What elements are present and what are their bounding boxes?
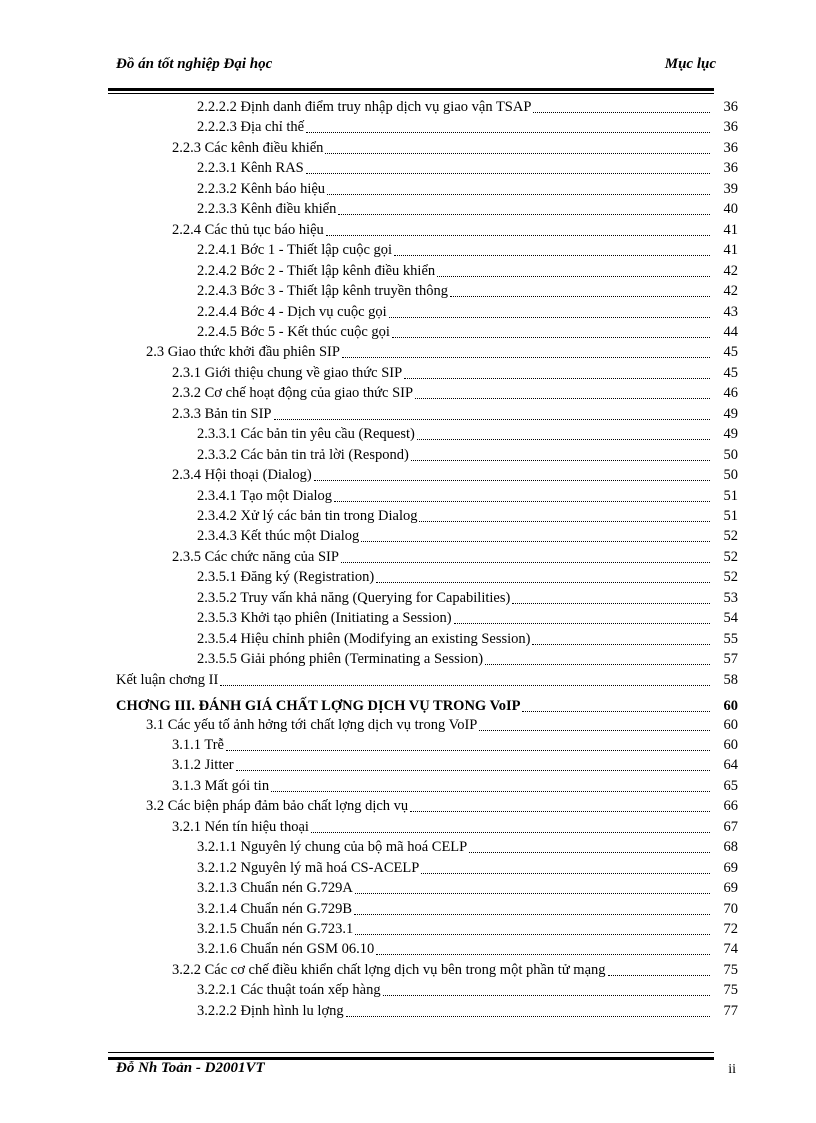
toc-row[interactable] [146, 795, 738, 815]
toc-row[interactable] [172, 219, 738, 239]
toc-row[interactable] [197, 979, 738, 999]
toc-entry-page: 45 [723, 344, 738, 361]
toc-entry-page: 75 [723, 982, 738, 999]
toc-row[interactable] [172, 382, 738, 402]
toc-entry-title: 3.1.1 Trễ [172, 736, 224, 753]
toc-row[interactable] [197, 239, 738, 259]
toc-entry-title: 2.2.4.5 Bớc 5 - Kết thúc cuộc gọi [197, 323, 390, 340]
toc-leader-dots [314, 468, 710, 481]
header-section: Mục lục [664, 56, 716, 72]
toc-entry-page: 54 [723, 610, 738, 627]
toc-entry-title: 3.2.1.5 Chuẩn nén G.723.1 [197, 921, 354, 937]
toc-row[interactable] [116, 669, 738, 689]
toc-row[interactable] [146, 341, 738, 361]
toc-leader-dots [522, 699, 710, 712]
toc-entry-page: 72 [723, 921, 738, 937]
toc-leader-dots [346, 1004, 710, 1017]
toc-leader-dots [512, 591, 710, 604]
toc-leader-dots [485, 652, 710, 665]
toc-entry-page: 39 [723, 180, 738, 197]
toc-leader-dots [236, 758, 710, 771]
toc-leader-dots [338, 202, 710, 215]
toc-leader-dots [355, 881, 710, 894]
toc-row[interactable] [172, 137, 738, 157]
toc-entry-page: 64 [723, 757, 738, 774]
toc-entry-page: 36 [723, 160, 738, 177]
toc-entry-page: 41 [723, 242, 738, 259]
toc-entry-page: 74 [723, 941, 738, 958]
toc-entry-title: 2.2.2.2 Định danh điểm truy nhập dịch vụ giao vận TSAP [197, 99, 532, 115]
toc-entry-page: 41 [723, 221, 738, 238]
toc-row[interactable] [197, 321, 738, 341]
toc-row[interactable] [197, 485, 738, 505]
toc-row[interactable] [172, 362, 738, 382]
toc-row[interactable] [197, 628, 738, 648]
toc-entry-page: 75 [723, 961, 738, 978]
toc-leader-dots [469, 840, 710, 853]
toc-row[interactable] [197, 116, 738, 136]
header-rule-thin [108, 93, 714, 94]
toc-entry-page: 57 [723, 651, 738, 668]
toc-entry-title: 2.2.3.1 Kênh RAS [197, 160, 304, 177]
toc-entry-title: 2.3.4.2 Xử lý các bản tin trong Dialog [197, 508, 418, 524]
toc-entry-page: 49 [723, 426, 738, 443]
toc-leader-dots [326, 223, 710, 236]
toc-row[interactable] [197, 648, 738, 668]
toc-leader-dots [533, 100, 710, 113]
toc-leader-dots [608, 963, 710, 976]
toc-row[interactable] [197, 938, 738, 958]
toc-row[interactable] [197, 587, 738, 607]
toc-entry-page: 69 [723, 880, 738, 897]
toc-entry-page: 42 [723, 262, 738, 279]
toc-entry-page: 45 [723, 364, 738, 381]
toc-entry-title: 2.3.4 Hội thoại (Dialog) [172, 467, 312, 484]
toc-leader-dots [394, 243, 710, 256]
toc-entry-title: 2.2.4.3 Bớc 3 - Thiết lập kênh truyền thông [197, 283, 449, 300]
toc-leader-dots [274, 407, 711, 420]
toc-entry-title: 3.2.1.3 Chuẩn nén G.729A [197, 880, 353, 897]
toc-leader-dots [389, 305, 710, 318]
toc-row[interactable] [172, 816, 738, 836]
toc-row[interactable] [197, 280, 738, 300]
toc-entry-title: 3.2.2 Các cơ chế điều khiển chất lợng dịch vụ bên trong một phần tử mạng [172, 961, 606, 978]
toc-entry-page: 52 [723, 569, 738, 586]
toc-entry-title: 3.2.2.2 Định hình lu lợng [197, 1002, 344, 1019]
toc-entry-title: 2.3.2 Cơ chế hoạt động của giao thức SIP [172, 385, 414, 402]
toc-leader-dots [341, 550, 710, 563]
toc-row[interactable] [172, 464, 738, 484]
toc-leader-dots [392, 325, 710, 338]
toc-entry-page: 40 [723, 201, 738, 218]
toc-leader-dots [450, 284, 710, 297]
toc-leader-dots [342, 345, 710, 358]
toc-leader-dots [417, 427, 710, 440]
toc-entry-title: 2.3.1 Giới thiệu chung về giao thức SIP [172, 364, 403, 381]
toc-leader-dots [415, 386, 710, 399]
toc-row[interactable] [172, 403, 738, 423]
toc-row[interactable] [197, 178, 738, 198]
toc-entry-page: 67 [723, 818, 738, 835]
toc-leader-dots [404, 366, 710, 379]
toc-row[interactable] [197, 198, 738, 218]
toc-row[interactable] [197, 525, 738, 545]
toc-leader-dots [334, 489, 710, 502]
toc-row[interactable] [197, 1000, 738, 1020]
toc-row[interactable] [197, 96, 738, 116]
toc-leader-dots [376, 570, 710, 583]
toc-entry-title: 2.3.5 Các chức năng của SIP [172, 548, 339, 565]
toc-entry-title: 3.2.1.2 Nguyên lý mã hoá CS-ACELP [197, 859, 420, 876]
toc-leader-dots [479, 718, 710, 731]
toc-entry-title: 2.3.3.1 Các bản tin yêu cầu (Request) [197, 426, 415, 443]
toc-leader-dots [306, 120, 710, 133]
toc-entry-title: CHƠNG III. ĐÁNH GIÁ CHẤT LỢNG DỊCH VỤ TRONG VoIP [116, 698, 521, 715]
toc-entry-page: 70 [723, 900, 738, 917]
toc-leader-dots [311, 820, 710, 833]
toc-entry-title: 3.2.1.6 Chuẩn nén GSM 06.10 [197, 941, 375, 958]
toc-leader-dots [376, 942, 710, 955]
toc-row[interactable] [172, 734, 738, 754]
toc-chapter-row[interactable] [116, 695, 738, 715]
toc-row[interactable] [197, 857, 738, 877]
toc-leader-dots [411, 448, 710, 461]
toc-leader-dots [355, 922, 710, 935]
toc-entry-title: 3.2.1.4 Chuẩn nén G.729B [197, 900, 353, 917]
toc-entry-page: 60 [723, 736, 738, 753]
toc-leader-dots [532, 632, 710, 645]
toc-entry-title: 2.2.4.2 Bớc 2 - Thiết lập kênh điều khiển [197, 262, 436, 279]
toc-entry-title: 3.1 Các yếu tố ảnh hởng tới chất lợng dịch vụ trong VoIP [146, 716, 478, 733]
toc-entry-title: 2.2.3 Các kênh điều khiển [172, 139, 324, 156]
toc-entry-page: 52 [723, 528, 738, 545]
toc-entry-page: 66 [723, 798, 738, 815]
toc-leader-dots [410, 799, 710, 812]
toc-row[interactable] [197, 566, 738, 586]
toc-leader-dots [354, 902, 710, 915]
toc-entry-title: 2.2.3.3 Kênh điều khiển [197, 201, 337, 218]
toc-entry-page: 36 [723, 119, 738, 136]
toc-leader-dots [437, 264, 710, 277]
toc-leader-dots [361, 529, 710, 542]
toc-entry-page: 36 [723, 99, 738, 115]
toc-row[interactable] [197, 877, 738, 897]
toc-entry-page: 51 [723, 487, 738, 504]
toc-row[interactable] [197, 607, 738, 627]
toc-row[interactable] [172, 959, 738, 979]
toc-entry-page: 55 [723, 630, 738, 647]
toc-row[interactable] [172, 546, 738, 566]
footer-author: Đỗ Nh Toản - D2001VT [116, 1060, 265, 1076]
toc-row[interactable] [197, 260, 738, 280]
toc-entry-page: 60 [723, 716, 738, 733]
toc-entry-page: 77 [723, 1002, 738, 1019]
toc-leader-dots [226, 738, 710, 751]
toc-entry-page: 60 [723, 698, 738, 715]
toc-entry-page: 58 [723, 671, 738, 688]
toc-entry-page: 65 [723, 777, 738, 794]
toc-entry-title: Kết luận chơng II [116, 671, 219, 688]
toc-leader-dots [383, 983, 710, 996]
toc-leader-dots [419, 509, 710, 522]
toc-entry-title: 2.3.5.5 Giải phóng phiên (Terminating a Session) [197, 651, 484, 668]
toc-leader-dots [421, 861, 710, 874]
toc-entry-title: 2.3 Giao thức khởi đầu phiên SIP [146, 344, 340, 361]
header-title: Đồ án tốt nghiệp Đại học [116, 56, 273, 72]
toc-entry-title: 2.2.4.4 Bớc 4 - Dịch vụ cuộc gọi [197, 303, 387, 320]
toc-entry-title: 2.2.2.3 Địa chỉ thế [197, 119, 305, 136]
toc-row[interactable] [197, 505, 738, 525]
toc-entry-page: 51 [723, 508, 738, 524]
toc-row[interactable] [197, 301, 738, 321]
toc-entry-title: 2.2.3.2 Kênh báo hiệu [197, 180, 326, 197]
toc-entry-title: 3.2.2.1 Các thuật toán xếp hàng [197, 982, 381, 999]
toc-leader-dots [454, 611, 710, 624]
toc-entry-title: 2.3.4.3 Kết thúc một Dialog [197, 528, 360, 545]
header-rule-thick [108, 88, 714, 91]
toc-leader-dots [327, 182, 710, 195]
toc-entry-page: 53 [723, 589, 738, 606]
toc-leader-dots [325, 141, 710, 154]
toc-leader-dots [306, 161, 710, 174]
toc-entry-page: 44 [723, 323, 738, 340]
toc-row[interactable] [197, 444, 738, 464]
toc-row[interactable] [197, 423, 738, 443]
toc-entry-title: 3.2.1.1 Nguyên lý chung của bộ mã hoá CELP [197, 839, 468, 856]
toc-entry-page: 42 [723, 283, 738, 300]
toc-row[interactable] [146, 714, 738, 734]
toc-entry-page: 43 [723, 303, 738, 320]
toc-entry-title: 3.1.2 Jitter [172, 757, 234, 774]
toc-row[interactable] [197, 836, 738, 856]
toc-entry-title: 2.3.4.1 Tạo một Dialog [197, 487, 333, 504]
toc-row[interactable] [172, 754, 738, 774]
toc-entry-page: 49 [723, 405, 738, 422]
toc-entry-page: 68 [723, 839, 738, 856]
toc-entry-title: 3.1.3 Mất gói tin [172, 777, 270, 794]
toc-leader-dots [220, 673, 710, 686]
toc-entry-title: 2.3.5.2 Truy vấn khả năng (Querying for Capabilities) [197, 589, 511, 606]
toc-entry-title: 3.2.1 Nén tín hiệu thoại [172, 818, 309, 835]
toc-row[interactable] [197, 918, 738, 938]
toc-row[interactable] [172, 775, 738, 795]
toc-entry-title: 3.2 Các biện pháp đảm bảo chất lợng dịch vụ [146, 798, 409, 815]
toc-leader-dots [271, 779, 710, 792]
toc-entry-title: 2.3.5.3 Khởi tạo phiên (Initiating a Session) [197, 610, 452, 627]
toc-entry-page: 50 [723, 446, 738, 463]
toc-row[interactable] [197, 157, 738, 177]
toc-entry-title: 2.3.5.1 Đăng ký (Registration) [197, 569, 375, 586]
toc-row[interactable] [197, 898, 738, 918]
toc-entry-page: 52 [723, 548, 738, 565]
toc-entry-page: 46 [723, 385, 738, 402]
toc-entry-page: 50 [723, 467, 738, 484]
toc-entry-title: 2.2.4 Các thủ tục báo hiệu [172, 221, 324, 238]
footer-rule-thin [108, 1052, 714, 1053]
toc-entry-title: 2.2.4.1 Bớc 1 - Thiết lập cuộc gọi [197, 242, 393, 259]
toc-entry-title: 2.3.3 Bản tin SIP [172, 405, 272, 422]
toc-entry-page: 36 [723, 139, 738, 156]
page-number: ii [728, 1062, 736, 1077]
toc-entry-page: 69 [723, 859, 738, 876]
toc-entry-title: 2.3.3.2 Các bản tin trả lời (Respond) [197, 446, 409, 463]
toc-entry-title: 2.3.5.4 Hiệu chỉnh phiên (Modifying an existing Session) [197, 630, 531, 647]
